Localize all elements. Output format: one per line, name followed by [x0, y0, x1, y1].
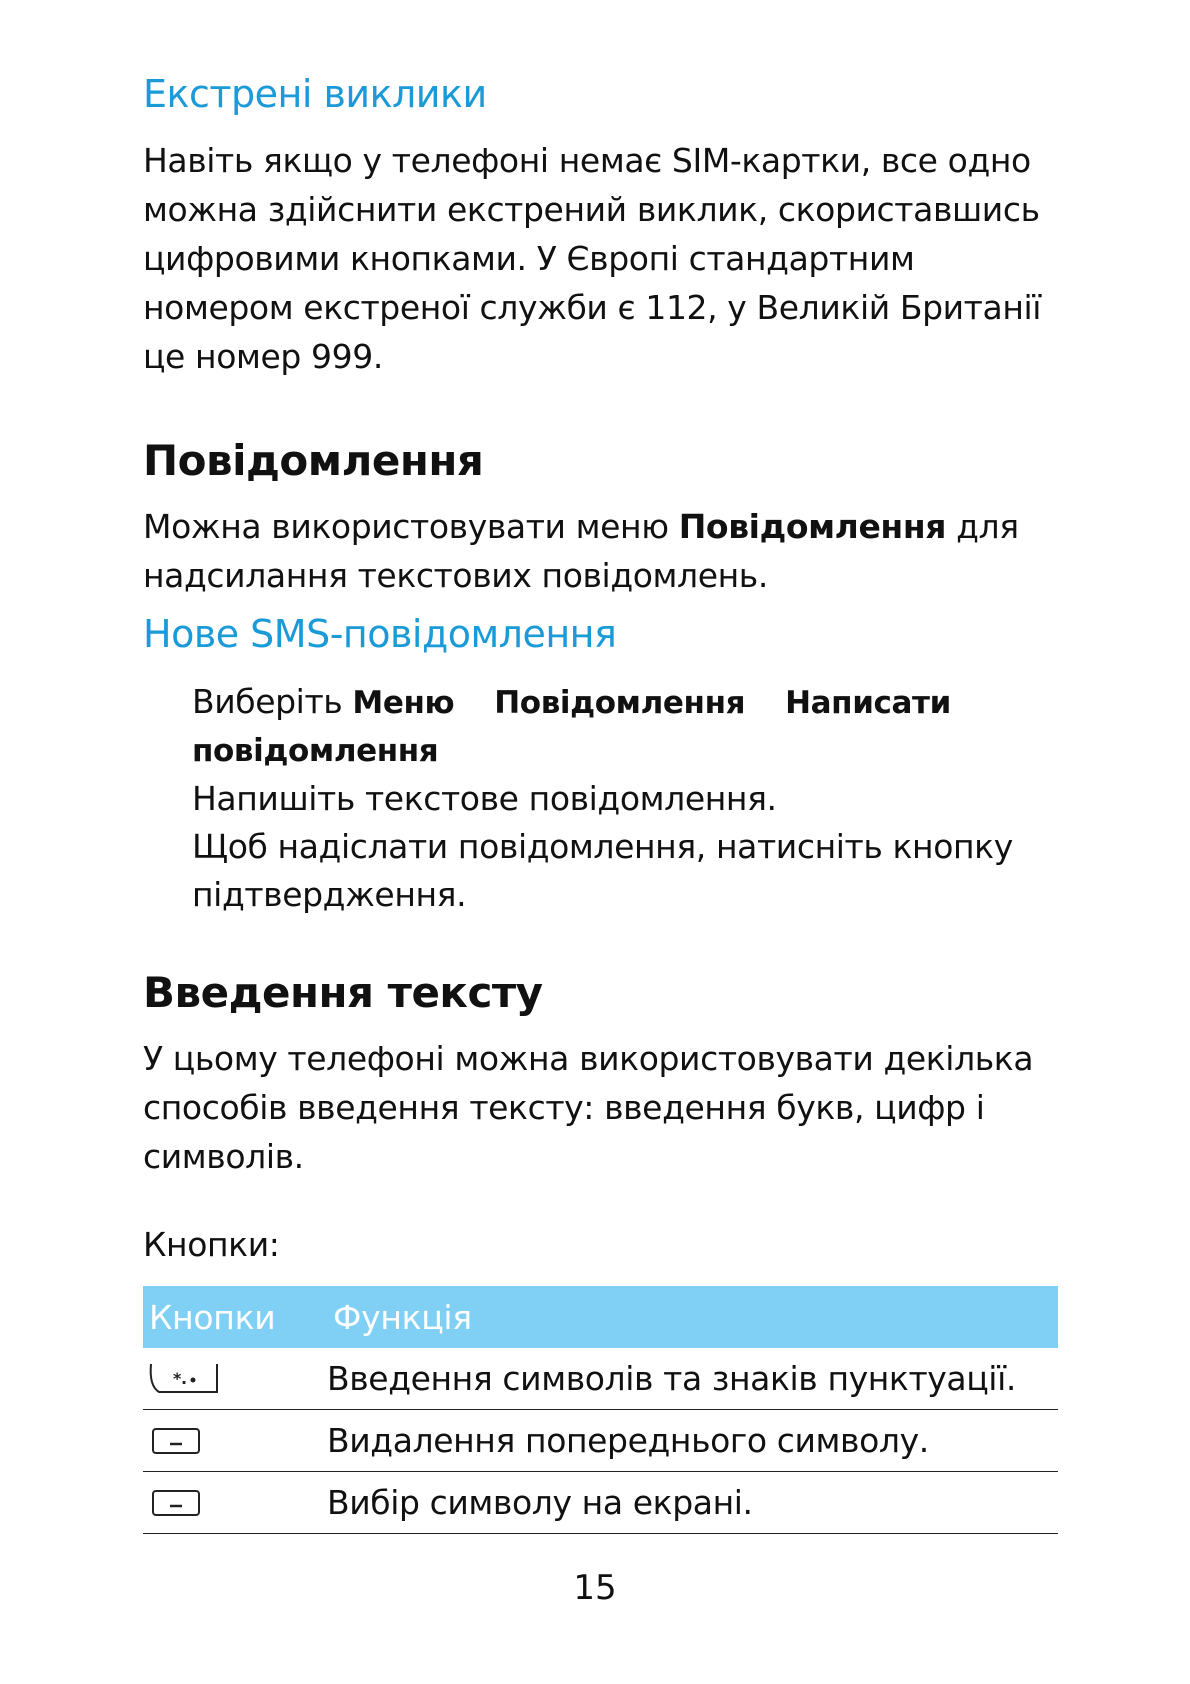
- text-input-text: У цьому телефоні можна використовувати декілька способів введення тексту: введення букв, цифр і символів.: [143, 1039, 1034, 1176]
- text-input-heading: Введення тексту: [143, 968, 543, 1017]
- page-number: 15: [573, 1568, 617, 1608]
- function-cell: Введення символів та знаків пунктуації.: [327, 1348, 1058, 1410]
- step-3-cont: підтвердження.: [192, 875, 467, 914]
- header-keys: Кнопки: [143, 1286, 327, 1348]
- keys-label: Кнопки:: [143, 1225, 280, 1264]
- table-row: [143, 1410, 1058, 1472]
- header-function: Функція: [327, 1286, 1058, 1348]
- messages-intro: Можна використовувати меню Повідомлення для надсилання текстових повідомлень.: [143, 507, 1019, 595]
- emergency-calls-text: Навіть якщо у телефоні немає SIM-картки, все одно можна здійснити екстрений виклик, скориставшись цифровими кнопками. У Європі стандартним номером екстреної служби є 112, у Великій Британії це номер 999.: [143, 141, 1042, 376]
- emergency-calls-heading: Екстрені виклики: [143, 72, 487, 116]
- new-sms-heading: Нове SMS-повідомлення: [143, 612, 617, 656]
- messages-heading: Повідомлення: [143, 436, 484, 485]
- table-row: [143, 1348, 1058, 1410]
- left-softkey-icon: [143, 1423, 327, 1459]
- table-header-row: [143, 1286, 1058, 1348]
- step-1: Виберіть Меню Повідомлення Написати: [192, 682, 951, 721]
- right-softkey-icon: [143, 1485, 327, 1521]
- function-cell: Видалення попереднього символу.: [327, 1410, 1058, 1472]
- step-1-cont: повідомлення: [192, 733, 439, 769]
- table-row: [143, 1472, 1058, 1534]
- star-key-icon: [143, 1356, 327, 1402]
- step-2: Напишіть текстове повідомлення.: [192, 779, 777, 818]
- svg-text:*.: *.: [173, 1368, 187, 1388]
- keys-table: [143, 1286, 1058, 1534]
- function-cell: Вибір символу на екрані.: [327, 1472, 1058, 1534]
- new-sms-steps: [192, 678, 1072, 919]
- step-3: Щоб надіслати повідомлення, натисніть кнопку: [192, 827, 1013, 866]
